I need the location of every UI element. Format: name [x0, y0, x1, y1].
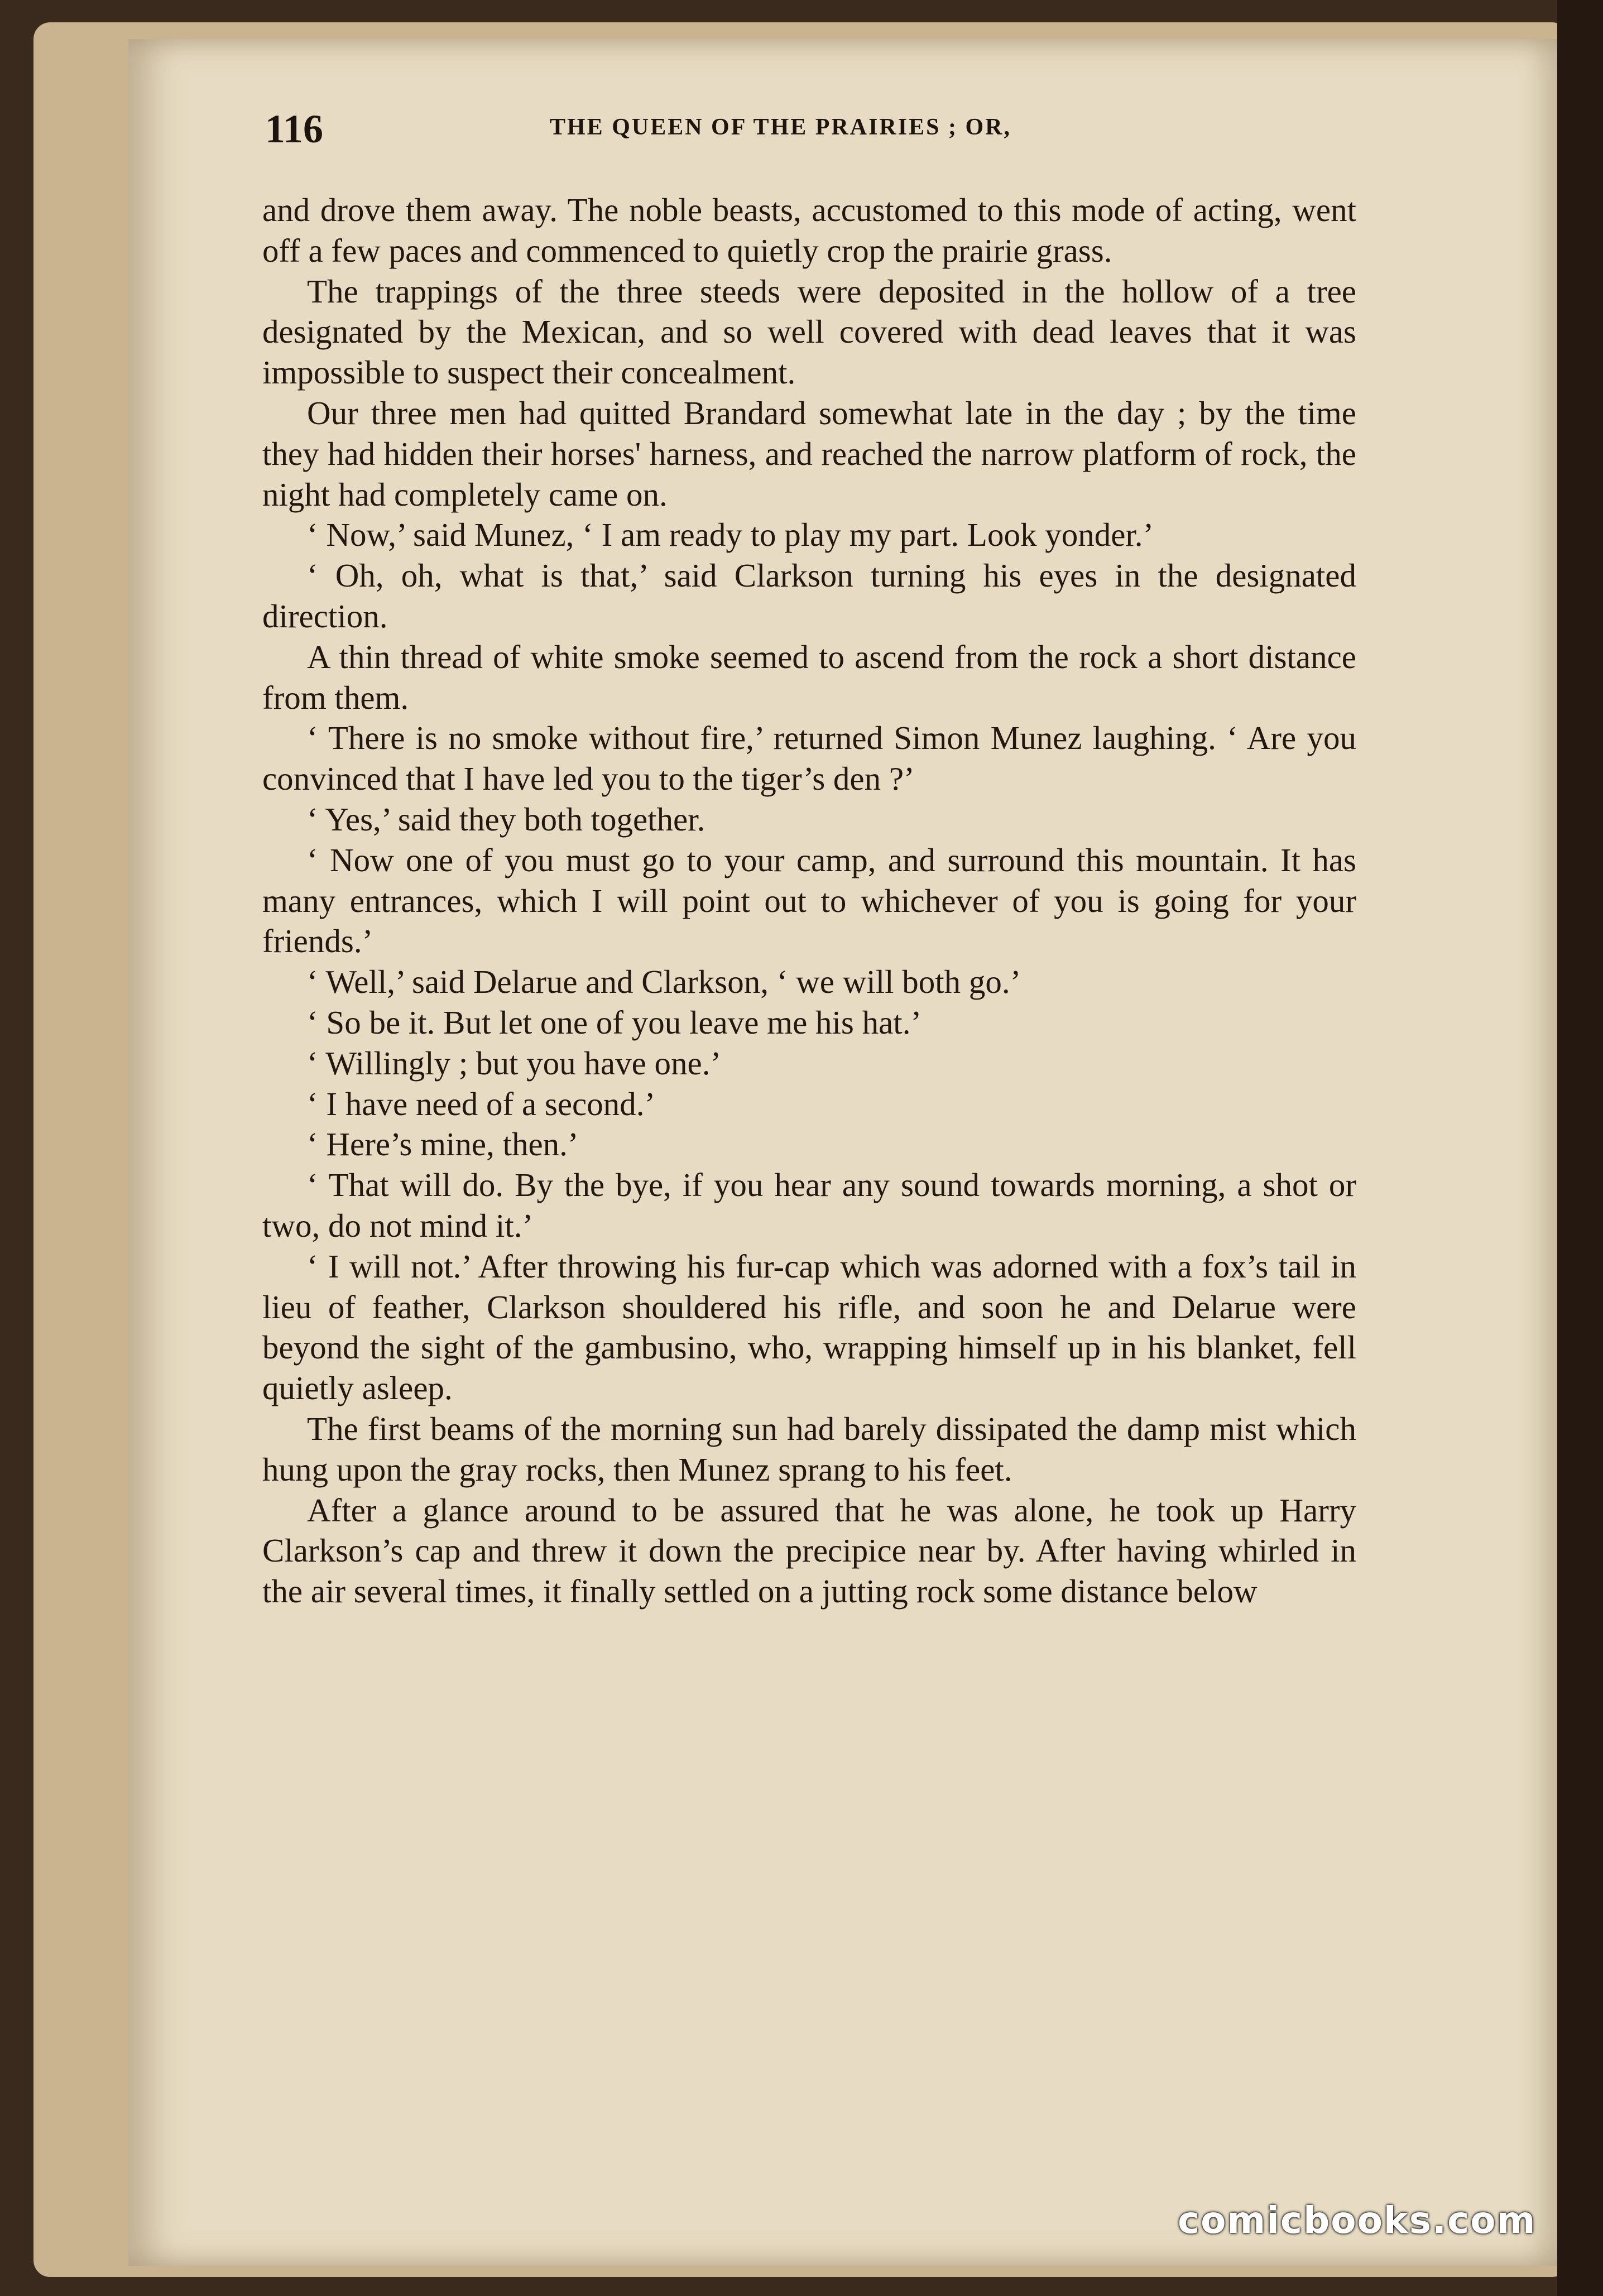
paragraph: ‘ Oh, oh, what is that,’ said Clarkson turning his eyes in the designated direction. [262, 557, 1356, 635]
paragraph: ‘ I will not.’ After throwing his fur-cap which was adorned with a fox’s tail in lieu of feather, Clarkson shouldered his rifle, and soon he and Delarue were beyond the sight of the gambusino, who, wrapping himself up in his blanket, fell quietly asleep. [262, 1247, 1356, 1407]
paragraph: ‘ Yes,’ said they both together. [307, 800, 705, 838]
paragraph: ‘ That will do. By the bye, if you hear any sound towards morning, a shot or two, do not mind it.’ [262, 1166, 1356, 1244]
paragraph: ‘ I have need of a second.’ [307, 1085, 656, 1122]
paragraph: The first beams of the morning sun had barely dissipated the damp mist which hung upon the gray rocks, then Munez sprang to his feet. [262, 1410, 1356, 1488]
book-spine [1557, 0, 1603, 2296]
paragraph: ‘ Now one of you must go to your camp, and surround this mountain. It has many entrances, which I will point out to whichever of you is going for your friends.’ [262, 841, 1356, 960]
paragraph: Our three men had quitted Brandard somewhat late in the day ; by the time they had hidden their horses' harness, and reached the narrow platform of rock, the night had completely came on. [262, 394, 1356, 513]
paragraph: ‘ There is no smoke without fire,’ returned Simon Munez laughing. ‘ Are you convinced that I have led you to the tiger’s den ?’ [262, 719, 1356, 798]
page-header [265, 106, 1359, 156]
paragraph: The trappings of the three steeds were deposited in the hollow of a tree designated by the Mexican, and so well covered with dead leaves that it was impossible to suspect their concealment. [262, 272, 1356, 391]
page-number: 116 [265, 107, 324, 151]
paragraph: ‘ Here’s mine, then.’ [307, 1126, 579, 1163]
paragraph: ‘ Now,’ said Munez, ‘ I am ready to play my part. Look yonder.’ [307, 516, 1154, 554]
paragraph: ‘ Well,’ said Delarue and Clarkson, ‘ we will both go.’ [307, 963, 1021, 1001]
paragraph: and drove them away. The noble beasts, accustomed to this mode of acting, went off a few paces and commenced to quietly crop the prairie grass. [262, 191, 1356, 269]
running-head: THE QUEEN OF THE PRAIRIES ; OR, [550, 114, 1011, 140]
watermark: comicbooks.com [1178, 2199, 1537, 2242]
paragraph: A thin thread of white smoke seemed to ascend from the rock a short distance from them. [262, 638, 1356, 716]
body-text [262, 190, 1356, 1612]
paragraph: ‘ So be it. But let one of you leave me his hat.’ [307, 1003, 922, 1041]
paragraph: ‘ Willingly ; but you have one.’ [307, 1044, 722, 1082]
paragraph: After a glance around to be assured that he was alone, he took up Harry Clarkson’s cap and threw it down the precipice near by. After having whirled in the air several times, it finally settled on a jutting rock some distance below [262, 1491, 1356, 1610]
